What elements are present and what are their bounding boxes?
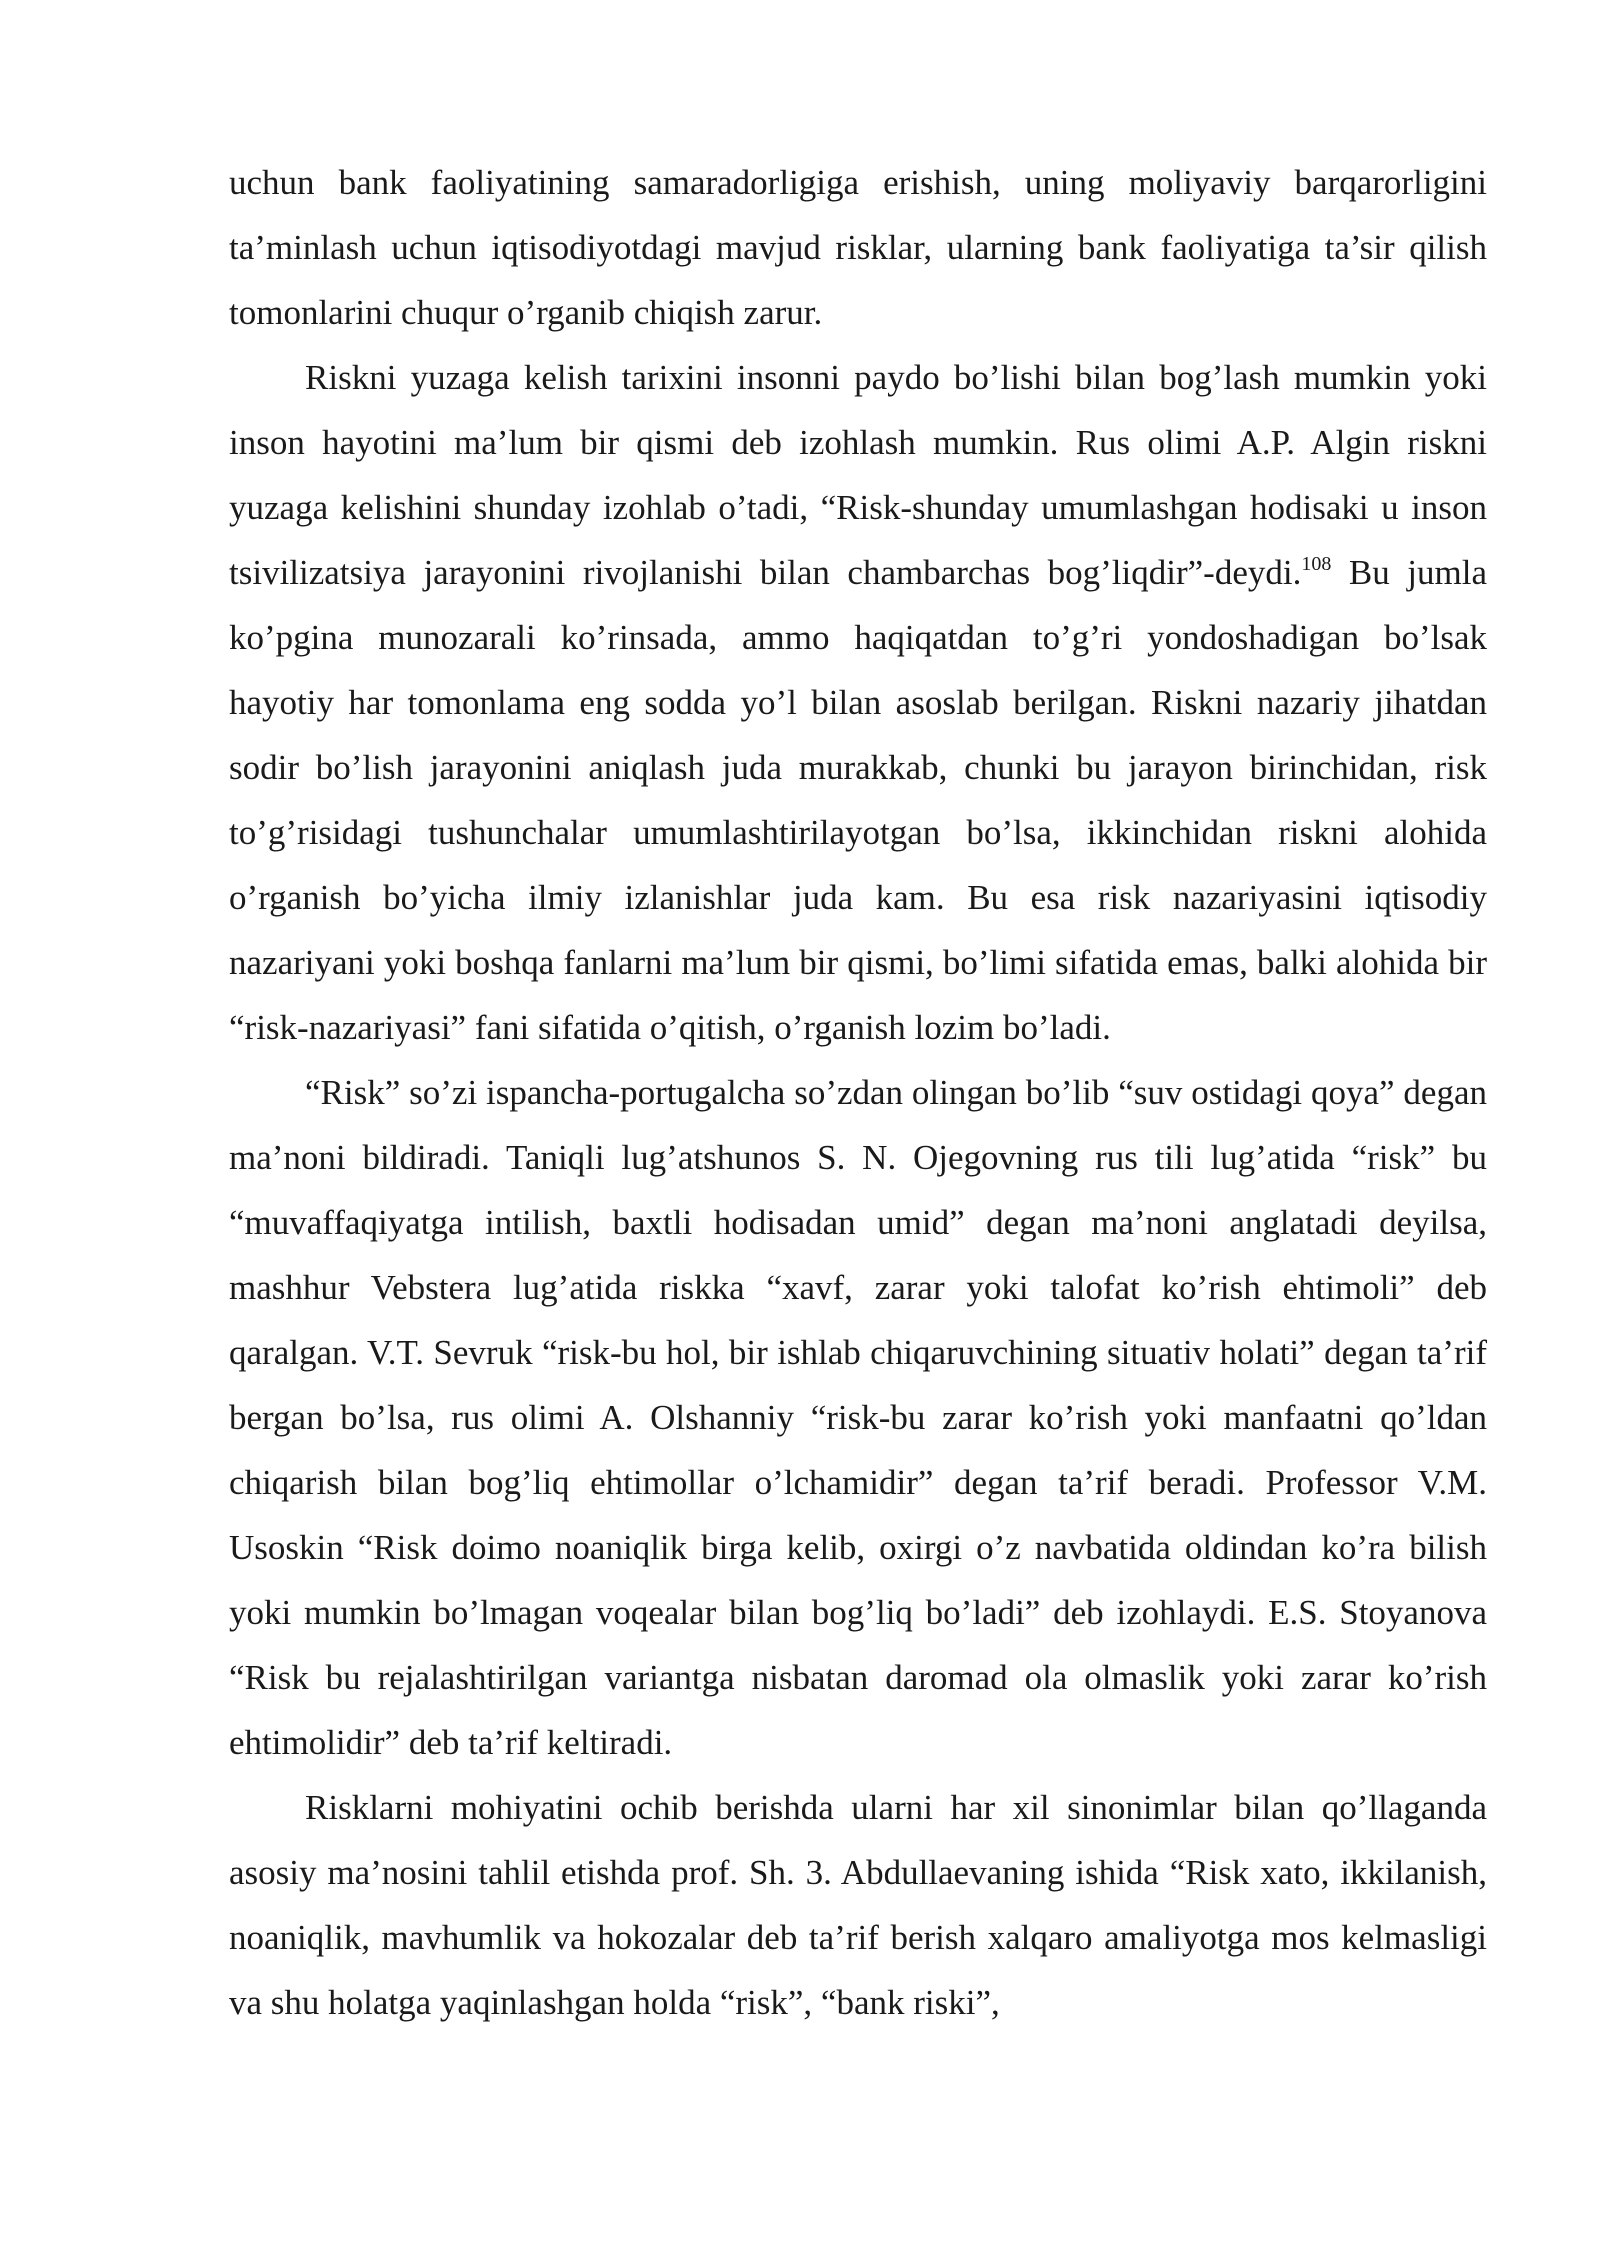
paragraph-2-text-before: Riskni yuzaga kelish tarixini insonni paydo bo’lishi bilan bog’lash mumkin yoki inson hayotini ma’lum bir qismi deb izohlash mumkin. Rus olimi A.P. Algin riskni yuzaga kelishini shunday izohlab o’tadi, “Risk-shunday umumlashgan hodisaki u inson tsivilizatsiya jarayonini rivojlanishi bilan chambarchas bog’liqdir”-deydi.	[229, 358, 1487, 592]
paragraph-2	[229, 345, 1487, 1060]
footnote-reference: 108	[1301, 553, 1332, 575]
document-page	[229, 150, 1487, 2035]
paragraph-3: “Risk” so’zi ispancha-portugalcha so’zdan olingan bo’lib “suv ostidagi qoya” degan ma’noni bildiradi. Taniqli lug’atshunos S. N. Ojegovning rus tili lug’atida “risk” bu “muvaffaqiyatga intilish, baxtli hodisadan umid” degan ma’noni anglatadi deyilsa, mashhur Vebstera lug’atida riskka “xavf, zarar yoki talofat ko’rish ehtimoli” deb qaralgan. V.T. Sevruk “risk-bu hol, bir ishlab chiqaruvchining situativ holati” degan ta’rif bergan bo’lsa, rus olimi A. Olshanniy “risk-bu zarar ko’rish yoki manfaatni qo’ldan chiqarish bilan bog’liq ehtimollar o’lchamidir” degan ta’rif beradi. Professor V.M. Usoskin “Risk doimo noaniqlik birga kelib, oxirgi o’z navbatida oldindan ko’ra bilish yoki mumkin bo’lmagan voqealar bilan bog’liq bo’ladi” deb izohlaydi. E.S. Stoyanova “Risk bu rejalashtirilgan variantga nisbatan daromad ola olmaslik yoki zarar ko’rish ehtimolidir” deb ta’rif keltiradi.	[229, 1073, 1487, 1762]
paragraph-4: Risklarni mohiyatini ochib berishda ularni har xil sinonimlar bilan qo’llaganda asosiy ma’nosini tahlil etishda prof. Sh. 3. Abdullaevaning ishida “Risk xato, ikkilanish, noaniqlik, mavhumlik va hokozalar deb ta’rif berish xalqaro amaliyotga mos kelmasligi va shu holatga yaqinlashgan holda “risk”, “bank riski”,	[229, 1788, 1487, 2022]
paragraph-1: uchun bank faoliyatining samaradorligiga erishish, uning moliyaviy barqarorligini ta’minlash uchun iqtisodiyotdagi mavjud risklar, ularning bank faoliyatiga ta’sir qilish tomonlarini chuqur o’rganib chiqish zarur.	[229, 163, 1487, 332]
paragraph-2-text-after: Bu jumla ko’pgina munozarali ko’rinsada, ammo haqiqatdan to’g’ri yondoshadigan bo’lsak hayotiy har tomonlama eng sodda yo’l bilan asoslab berilgan. Riskni nazariy jihatdan sodir bo’lish jarayonini aniqlash juda murakkab, chunki bu jarayon birinchidan, risk to’g’risidagi tushunchalar umumlashtirilayotgan bo’lsa, ikkinchidan riskni alohida o’rganish bo’yicha ilmiy izlanishlar juda kam. Bu esa risk nazariyasini iqtisodiy nazariyani yoki boshqa fanlarni ma’lum bir qismi, bo’limi sifatida emas, balki alohida bir “risk-nazariyasi” fani sifatida o’qitish, o’rganish lozim bo’ladi.	[229, 553, 1487, 1047]
